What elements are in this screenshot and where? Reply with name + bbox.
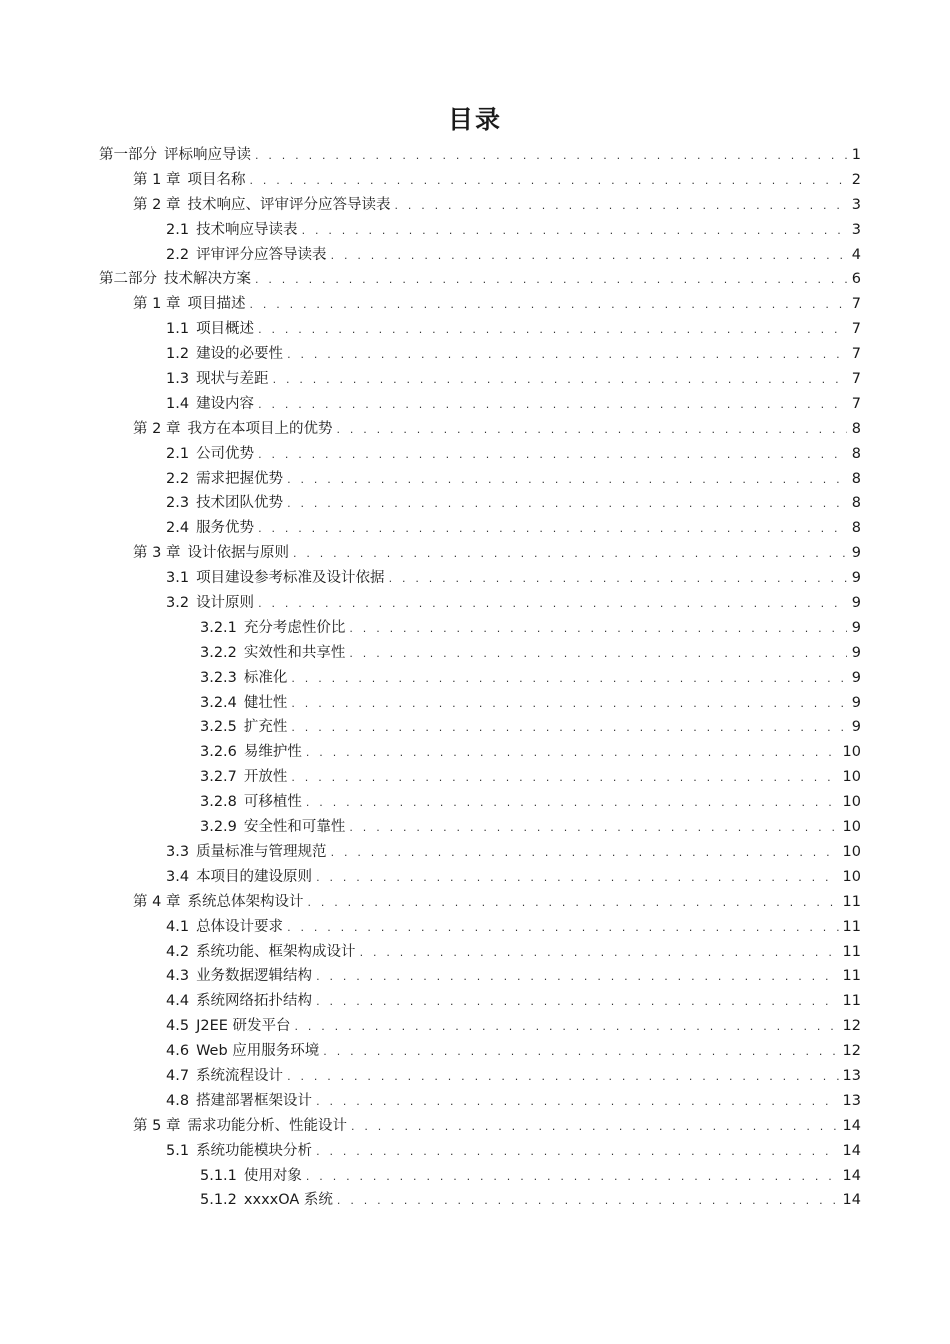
toc-dot-leader (287, 1065, 838, 1090)
toc-dot-leader (349, 816, 838, 841)
table-of-contents (0, 143, 950, 1213)
toc-page-number: 7 (851, 371, 861, 388)
toc-entry[interactable] (0, 790, 950, 815)
toc-entry-number: 1.3 (166, 371, 190, 388)
toc-page-number: 14 (842, 1192, 861, 1209)
toc-page-number: 12 (842, 1043, 861, 1060)
toc-entry-title: 可移植性 (243, 794, 302, 811)
toc-entry-number: 第二部分 (99, 271, 157, 288)
toc-title: 目录 (447, 105, 502, 134)
toc-entry-number: 2.3 (166, 495, 190, 512)
toc-entry[interactable] (0, 740, 950, 765)
toc-entry[interactable] (0, 491, 950, 516)
toc-entry-number: 第一部分 (99, 147, 157, 163)
toc-entry[interactable] (0, 691, 950, 716)
toc-entry-title: 质量标准与管理规范 (196, 843, 327, 860)
toc-entry-title: 搭建部署框架设计 (196, 1092, 313, 1109)
toc-entry[interactable] (0, 840, 950, 865)
toc-page-number: 4 (851, 246, 861, 263)
toc-page-number: 8 (851, 520, 861, 537)
toc-entry[interactable] (0, 317, 950, 342)
toc-entry-number: 2.1 (166, 221, 190, 238)
toc-entry[interactable] (0, 1114, 950, 1139)
toc-entry-number: 1.1 (166, 321, 190, 338)
toc-entry[interactable] (0, 417, 950, 442)
toc-entry-number: 第 2 章 (133, 196, 181, 213)
toc-page-number: 11 (842, 968, 861, 985)
toc-page-number: 8 (851, 470, 861, 487)
toc-dot-leader (287, 468, 847, 493)
toc-dot-leader (273, 368, 847, 393)
toc-entry-number: 3.2.6 (200, 744, 237, 761)
toc-entry-number: 2.4 (166, 520, 190, 537)
toc-page-number: 9 (851, 694, 861, 711)
toc-dot-leader (394, 194, 847, 219)
toc-entry-number: 3.2.3 (200, 669, 237, 686)
toc-entry[interactable] (0, 616, 950, 641)
toc-dot-leader (302, 219, 847, 244)
toc-page-number: 7 (851, 296, 861, 313)
toc-page-number: 10 (842, 868, 861, 885)
toc-entry-title: 项目概述 (196, 321, 255, 338)
toc-entry[interactable] (0, 989, 950, 1014)
toc-page-number: 10 (842, 769, 861, 786)
toc-entry[interactable] (0, 964, 950, 989)
toc-entry[interactable] (0, 193, 950, 218)
toc-entry-number: 4.2 (166, 943, 190, 960)
toc-entry[interactable] (0, 218, 950, 243)
toc-entry-title: 设计依据与原则 (187, 545, 289, 562)
toc-entry[interactable] (0, 143, 950, 168)
toc-entry-title: 技术响应、评审评分应答导读表 (187, 196, 391, 213)
toc-entry-title: 设计原则 (196, 595, 255, 612)
toc-page-number: 9 (851, 719, 861, 736)
toc-dot-leader (331, 841, 839, 866)
toc-entry-number: 2.2 (166, 470, 190, 487)
toc-dot-leader (258, 393, 847, 418)
toc-dot-leader (349, 617, 847, 642)
toc-dot-leader (291, 716, 847, 741)
toc-entry[interactable] (0, 541, 950, 566)
toc-entry-number: 3.2.4 (200, 694, 237, 711)
toc-dot-leader (255, 144, 847, 169)
toc-entry-number: 第 2 章 (133, 420, 181, 437)
toc-dot-leader (291, 667, 847, 692)
toc-page-number: 14 (842, 1117, 861, 1134)
toc-page-number: 7 (851, 395, 861, 412)
toc-entry[interactable] (0, 1039, 950, 1064)
toc-dot-leader (306, 741, 839, 766)
toc-entry-title: 服务优势 (196, 520, 255, 537)
toc-entry[interactable] (0, 566, 950, 591)
toc-dot-leader (291, 692, 847, 717)
toc-entry-number: 第 5 章 (133, 1117, 181, 1134)
toc-entry[interactable] (0, 641, 950, 666)
toc-dot-leader (258, 318, 847, 343)
toc-dot-leader (316, 1140, 838, 1165)
toc-entry-title: 现状与差距 (196, 371, 269, 388)
toc-page-number: 7 (851, 346, 861, 363)
toc-dot-leader (293, 542, 847, 567)
toc-entry-number: 1.4 (166, 395, 190, 412)
toc-entry-number: 4.6 (166, 1043, 190, 1060)
toc-dot-leader (316, 1090, 838, 1115)
toc-dot-leader (287, 916, 838, 941)
toc-entry-title: 系统总体架构设计 (187, 893, 304, 910)
toc-entry-title: 安全性和可靠性 (243, 819, 346, 836)
toc-page-number: 12 (842, 1018, 861, 1035)
toc-entry[interactable] (0, 765, 950, 790)
toc-page-number: 8 (851, 420, 861, 437)
toc-entry-title: 本项目的建设原则 (196, 868, 313, 885)
toc-entry[interactable] (0, 392, 950, 417)
toc-entry[interactable] (0, 342, 950, 367)
toc-dot-leader (249, 293, 847, 318)
toc-entry-number: 3.1 (166, 570, 190, 587)
toc-entry[interactable] (0, 865, 950, 890)
toc-dot-leader (249, 169, 847, 194)
toc-entry-title: xxxxOA 系统 (243, 1192, 333, 1209)
toc-dot-leader (360, 941, 839, 966)
toc-entry-title: 需求功能分析、性能设计 (187, 1117, 347, 1134)
toc-dot-leader (295, 1015, 839, 1040)
toc-dot-leader (287, 492, 847, 517)
toc-entry[interactable] (0, 591, 950, 616)
toc-entry-title: 项目描述 (187, 296, 246, 313)
toc-page-number: 9 (851, 595, 861, 612)
toc-entry[interactable] (0, 1089, 950, 1114)
toc-entry-title: 技术解决方案 (164, 271, 251, 288)
toc-entry-title: 使用对象 (243, 1167, 302, 1184)
toc-entry-number: 第 1 章 (133, 171, 181, 188)
toc-dot-leader (323, 1040, 838, 1065)
toc-dot-leader (255, 268, 847, 293)
toc-page-number: 10 (842, 843, 861, 860)
toc-entry-number: 3.2.5 (200, 719, 237, 736)
toc-entry[interactable] (0, 1139, 950, 1164)
toc-entry-number: 4.3 (166, 968, 190, 985)
toc-entry-title: 评标响应导读 (164, 147, 251, 163)
toc-entry[interactable] (0, 267, 950, 292)
toc-entry-number: 3.2 (166, 595, 190, 612)
toc-page-number: 8 (851, 445, 861, 462)
toc-entry-number: 3.4 (166, 868, 190, 885)
toc-entry-title: 易维护性 (243, 744, 302, 761)
toc-dot-leader (258, 592, 847, 617)
toc-entry-number: 2.1 (166, 445, 190, 462)
toc-page-number: 10 (842, 794, 861, 811)
toc-dot-leader (316, 990, 838, 1015)
toc-dot-leader (306, 1165, 839, 1190)
toc-entry-number: 第 4 章 (133, 893, 181, 910)
toc-entry-title: 扩充性 (243, 719, 288, 736)
toc-page-number: 9 (851, 644, 861, 661)
toc-page-number: 1 (851, 147, 861, 163)
toc-dot-leader (287, 343, 847, 368)
toc-entry-title: 建设的必要性 (196, 346, 284, 363)
toc-entry[interactable] (0, 890, 950, 915)
toc-entry-title: Web 应用服务环境 (196, 1043, 320, 1060)
toc-entry-title: 开放性 (243, 769, 288, 786)
toc-dot-leader (258, 443, 847, 468)
toc-entry-title: 系统功能模块分析 (196, 1142, 313, 1159)
toc-entry-number: 4.5 (166, 1018, 190, 1035)
toc-entry-number: 5.1.1 (200, 1167, 237, 1184)
toc-entry-title: 充分考虑性价比 (243, 619, 346, 636)
toc-page-number: 13 (842, 1092, 861, 1109)
toc-entry-number: 4.8 (166, 1092, 190, 1109)
toc-entry-title: 业务数据逻辑结构 (196, 968, 313, 985)
toc-entry-number: 3.2.7 (200, 769, 237, 786)
toc-entry[interactable] (0, 367, 950, 392)
toc-page-number: 14 (842, 1167, 861, 1184)
toc-entry-title: J2EE 研发平台 (196, 1018, 291, 1035)
toc-entry-number: 3.2.8 (200, 794, 237, 811)
toc-entry-number: 3.2.2 (200, 644, 237, 661)
toc-dot-leader (307, 891, 838, 916)
toc-entry-title: 实效性和共享性 (243, 644, 346, 661)
toc-page-number: 9 (851, 669, 861, 686)
toc-page-number: 11 (842, 918, 861, 935)
toc-page-number: 11 (842, 893, 861, 910)
toc-page-number: 2 (851, 171, 861, 188)
toc-entry-title: 系统网络拓扑结构 (196, 993, 313, 1010)
toc-dot-leader (258, 517, 847, 542)
toc-page-number: 8 (851, 495, 861, 512)
toc-entry[interactable] (0, 815, 950, 840)
toc-entry[interactable] (0, 1188, 950, 1213)
toc-dot-leader (337, 1189, 839, 1214)
toc-entry[interactable] (0, 666, 950, 691)
toc-page-number: 10 (842, 744, 861, 761)
toc-dot-leader (306, 791, 839, 816)
toc-entry-title: 标准化 (243, 669, 288, 686)
toc-entry[interactable] (0, 442, 950, 467)
toc-page-number: 7 (851, 321, 861, 338)
toc-entry[interactable] (0, 715, 950, 740)
toc-page-number: 9 (851, 545, 861, 562)
toc-entry-title: 总体设计要求 (196, 918, 284, 935)
toc-page-number: 9 (851, 570, 861, 587)
toc-entry-title: 系统流程设计 (196, 1067, 284, 1084)
toc-dot-leader (336, 418, 847, 443)
toc-entry-number: 4.1 (166, 918, 190, 935)
toc-page-number: 11 (842, 943, 861, 960)
toc-entry-number: 4.7 (166, 1067, 190, 1084)
toc-dot-leader (291, 766, 838, 791)
toc-page-number: 10 (842, 819, 861, 836)
toc-entry-title: 评审评分应答导读表 (196, 246, 327, 263)
toc-entry[interactable] (0, 915, 950, 940)
toc-entry-title: 项目建设参考标准及设计依据 (196, 570, 385, 587)
toc-page-number: 6 (851, 271, 861, 288)
toc-entry[interactable] (0, 467, 950, 492)
toc-entry-title: 需求把握优势 (196, 470, 284, 487)
toc-entry-number: 2.2 (166, 246, 190, 263)
toc-entry-number: 1.2 (166, 346, 190, 363)
toc-entry[interactable] (0, 243, 950, 268)
toc-entry-number: 3.2.9 (200, 819, 237, 836)
toc-entry-title: 系统功能、框架构成设计 (196, 943, 356, 960)
toc-entry-title: 建设内容 (196, 395, 255, 412)
toc-entry-number: 第 1 章 (133, 296, 181, 313)
toc-entry-title: 我方在本项目上的优势 (187, 420, 333, 437)
toc-entry-number: 4.4 (166, 993, 190, 1010)
toc-entry[interactable] (0, 516, 950, 541)
toc-entry-number: 3.2.1 (200, 619, 237, 636)
toc-page-number: 14 (842, 1142, 861, 1159)
toc-dot-leader (331, 244, 847, 269)
toc-entry-number: 5.1.2 (200, 1192, 237, 1209)
toc-dot-leader (351, 1115, 839, 1140)
toc-entry-title: 公司优势 (196, 445, 255, 462)
toc-page-number: 3 (851, 221, 861, 238)
toc-page-number: 11 (842, 993, 861, 1010)
toc-entry-number: 3.3 (166, 843, 190, 860)
toc-entry[interactable] (0, 1014, 950, 1039)
toc-page-number: 9 (851, 619, 861, 636)
toc-entry[interactable] (0, 1164, 950, 1189)
toc-entry-number: 5.1 (166, 1142, 190, 1159)
toc-dot-leader (316, 965, 838, 990)
toc-entry-title: 项目名称 (187, 171, 246, 188)
toc-entry-title: 技术响应导读表 (196, 221, 298, 238)
toc-entry[interactable] (0, 292, 950, 317)
toc-entry[interactable] (0, 1064, 950, 1089)
toc-dot-leader (349, 642, 847, 667)
toc-page-number: 3 (851, 196, 861, 213)
toc-dot-leader (389, 567, 847, 592)
toc-entry[interactable] (0, 940, 950, 965)
toc-entry-number: 第 3 章 (133, 545, 181, 562)
toc-entry-title: 技术团队优势 (196, 495, 284, 512)
toc-entry-title: 健壮性 (243, 694, 288, 711)
toc-page-number: 13 (842, 1067, 861, 1084)
toc-entry[interactable] (0, 168, 950, 193)
toc-dot-leader (316, 866, 838, 891)
